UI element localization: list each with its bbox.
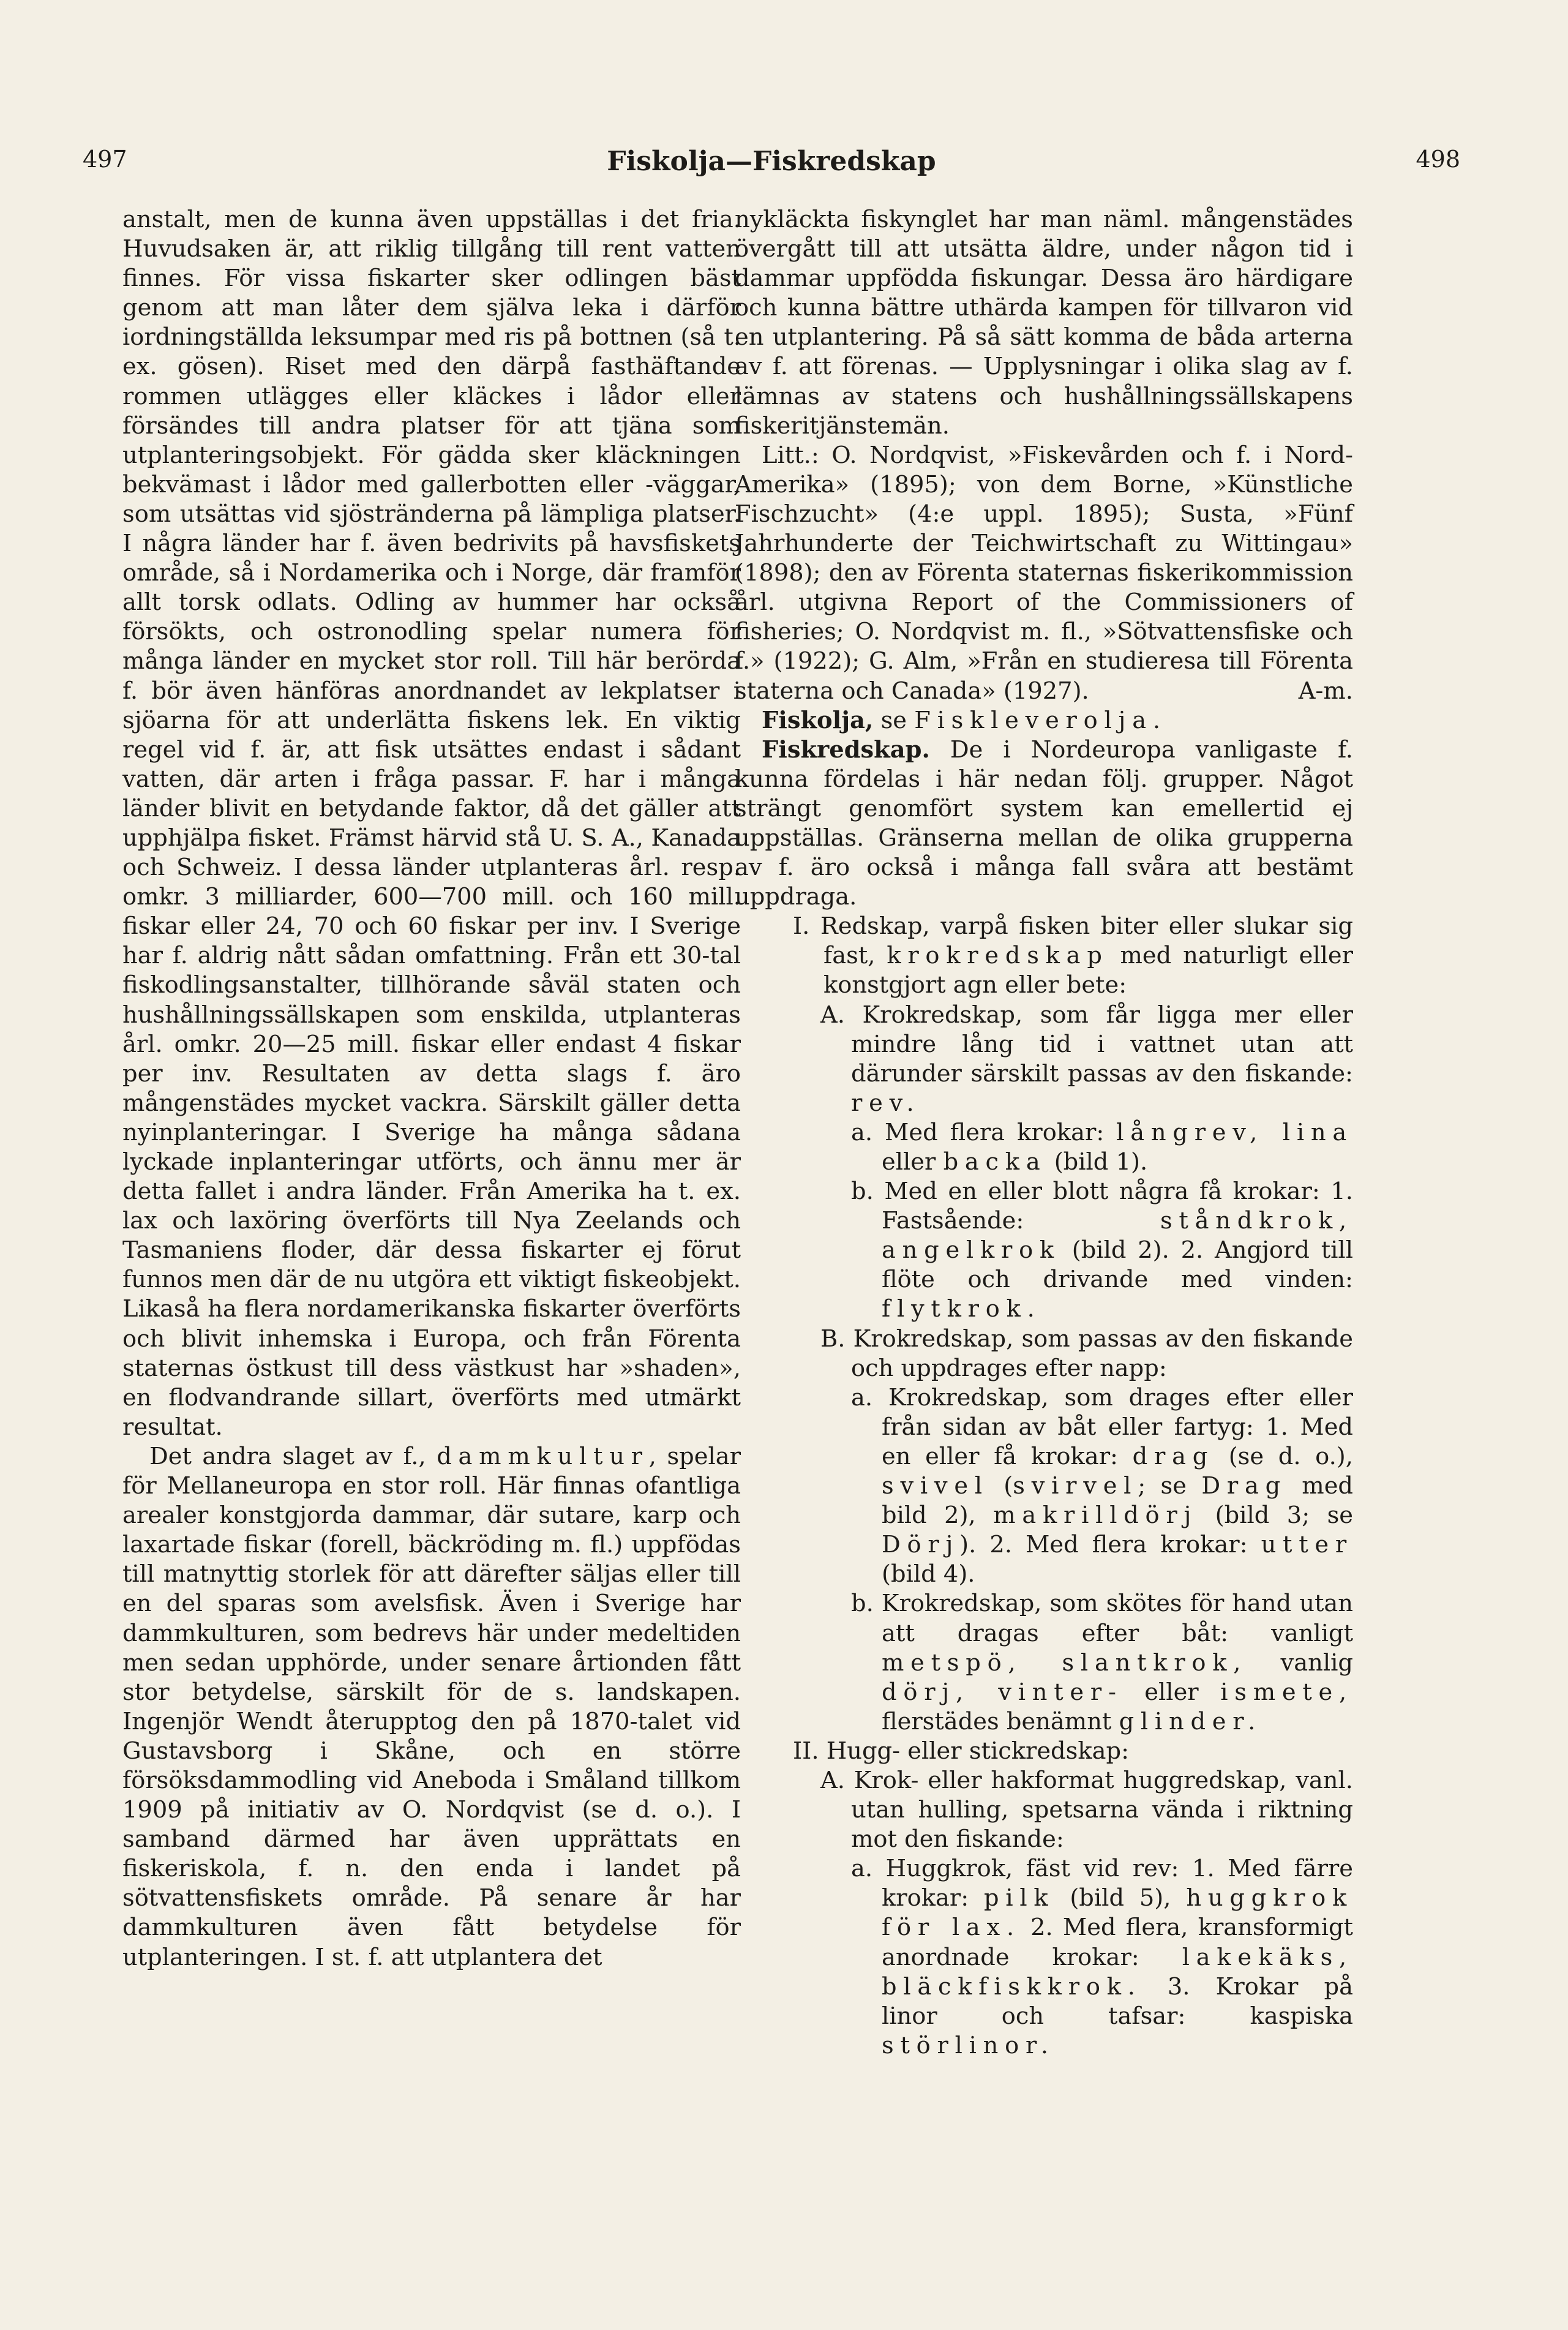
text-span: , spelar för Mellaneuropa en stor roll. Här finnas ofantliga arealer konstgjorda dammar, där sutare, karp och laxartade fiskar (forell, bäckröding m. fl.) uppfödas till matnyttig storlek för att därefter säljas eller till en del sparas som avelsfisk. Även i Sverige har dammkulturen, som bedrevs här under medeltiden men sedan upphörde, under senare årtionden fått stor betydelse, särskilt för de s. landskapen. Ingenjör Wendt återupptog den på 1870-talet vid Gustavsborg i Skåne, och en större försöksdammodling vid Aneboda i Småland tillkom 1909 på initiativ av O. Nordqvist (se d. o.). I samband därmed har även upprättats en fiskeriskola, f. n. den enda i landet på sötvattensfiskets område. På senare år har dammkulturen även fått betydelse för utplanteringen. I st. f. att utplantera det [122, 1442, 741, 1971]
paragraph-fiskodling-end: nykläckta fiskynglet har man näml. mångenstädes övergått till att utsätta äldre, under någon tid i dammar uppfödda fiskungar. Dessa äro härdigare och kunna bättre uthärda kampen för tillvaron vid en utplantering. På så sätt komma de båda arterna av f. att förenas. — Upplysningar i olika slag av f. lämnas av statens och hushållningssällskapens fiskeritjänstemän. [735, 206, 1353, 440]
text-span: A. Krokredskap, som får ligga mer eller mindre lång tid i vattnet utan att därunder särskilt passas av den fiskande: [820, 1001, 1353, 1088]
term-glinder: glinder. [1119, 1707, 1262, 1735]
entry-fiskolja [735, 706, 1353, 735]
text-span: Litt.: O. Nordqvist, »Fiskevården och f. i Nord-Amerika» (1895); von dem Borne, »Künstliche Fischzucht» (4:e uppl. 1895); Susta, »Fünf Jahrhunderte der Teichwirtschaft zu Wittingau» (1898); den av Förenta staternas fiskerikommission årl. utgivna Report of the Commissioners of fisheries; O. Nordqvist m. fl., »Sötvattensfiske och f.» (1922); G. Alm, »Från en studieresa till Förenta staterna och Canada» (1927). [735, 441, 1353, 705]
text-span: eller [882, 1148, 936, 1176]
term-utter: utter [1261, 1531, 1353, 1559]
page-header [83, 146, 1460, 182]
term-metspo: metspö, slantkrok, [882, 1648, 1248, 1677]
running-title: Fiskolja—Fiskredskap [607, 146, 936, 177]
term-langrev: långrev, lina [1116, 1118, 1353, 1146]
list-item-I-A [735, 1001, 1353, 1118]
list-item-I-A-b [735, 1177, 1353, 1324]
text-span: 3. Krokar på linor och tafsar: kaspiska [882, 1972, 1353, 2030]
text-span: eller [1144, 1678, 1199, 1706]
term-flytkrok: flytkrok. [882, 1295, 1041, 1323]
list-item-I-A-a [735, 1118, 1353, 1177]
text-span: vanlig [1280, 1648, 1353, 1677]
entry-fiskredskap [735, 735, 1353, 912]
term-standkrok: ståndkrok, angelkrok [882, 1207, 1353, 1265]
text-span: (bild 4). [882, 1560, 975, 1588]
term-svirvel: svirvel [1013, 1472, 1138, 1500]
text-span: a. Huggkrok, fäst vid rev: 1. Med färre krokar: [851, 1855, 1353, 1912]
term-storlinor: störlinor. [882, 2031, 1055, 2059]
term-krokredskap: krokredskap [887, 942, 1109, 970]
text-span: med naturligt eller konstgjort agn eller bete: [823, 942, 1353, 999]
term-huggkrok: huggkrok för lax. [882, 1884, 1353, 1942]
text-span: 2. Med flera, kransformigt anordnade krokar: [882, 1914, 1353, 1971]
term-makrilldorj: makrilldörj [993, 1501, 1198, 1530]
term-ismete: ismete, [1220, 1678, 1353, 1706]
text-span: a. Med flera krokar: [851, 1118, 1105, 1146]
text-span: De i Nordeuropa vanligaste f. kunna fördelas i här nedan följ. grupper. Något strängt genomfört system kan emellertid ej uppställas. Gränserna mellan de olika grupperna av f. äro också i många fall svåra att bestämt uppdraga. [735, 735, 1353, 911]
text-span: Det andra slaget av f., [149, 1442, 426, 1470]
page-number-right: 498 [1416, 146, 1460, 173]
list-item-II-A-a [735, 1854, 1353, 2061]
paragraph-dammkultur [122, 1442, 741, 1972]
literature-references [735, 441, 1353, 706]
list-item-I [735, 912, 1353, 1000]
text-span: (bild 1). [1054, 1148, 1148, 1176]
right-column [735, 205, 1353, 2061]
list-item-II: II. Hugg- eller stickredskap: [793, 1737, 1129, 1765]
page-number-left: 497 [83, 146, 127, 173]
term-dammkultur: dammkultur [437, 1442, 649, 1470]
text-span: se [880, 706, 907, 734]
text-span: (bild 5), [1070, 1884, 1171, 1912]
list-item-I-B: B. Krokredskap, som passas av den fiskande och uppdrages efter napp: [820, 1325, 1353, 1382]
cross-reference-drag[interactable]: Drag [1201, 1472, 1287, 1500]
text-span: b. Krokredskap, som skötes för hand utan att dragas efter båt: vanligt [851, 1590, 1353, 1647]
term-pilk: pilk [984, 1884, 1055, 1912]
text-span: (se d. o.), [1228, 1442, 1353, 1470]
term-backa: backa [943, 1148, 1047, 1176]
term-rev: rev. [851, 1089, 921, 1117]
cross-reference-dorj[interactable]: Dörj [882, 1531, 960, 1559]
list-item-II-A: A. Krok- eller hakformat huggredskap, vanl. utan hulling, spetsarna vända i riktning mot den fiskande: [820, 1766, 1353, 1854]
paragraph-fiskodling-continued: anstalt, men de kunna även uppställas i det fria. Huvudsaken är, att riklig tillgång till rent vatten finnes. För vissa fiskarter sker odlingen bäst genom att man låter dem själva leka i därför iordningställda leksumpar med ris på bottnen (så t. ex. gösen). Riset med den därpå fasthäftande rommen utlägges eller kläckes i lådor eller försändes till andra platser för att tjäna som utplanteringsobjekt. För gädda sker kläckningen bekvämast i lådor med gallerbotten eller -väggar, som utsättas vid sjöstränderna på lämpliga platser. I några länder har f. även bedrivits på havsfiskets område, så i Nordamerika och i Norge, där framför allt torsk odlats. Odling av hummer har också försökts, och ostronodling spelar numera för många länder en mycket stor roll. Till här berörda f. bör även hänföras anordnandet av lekplatser i sjöarna för att underlätta fiskens lek. En viktig regel vid f. är, att fisk utsättes endast i sådant vatten, där arten i fråga passar. F. har i många länder blivit en betydande faktor, då det gäller att upphjälpa fisket. Främst härvid stå U. S. A., Kanada och Schweiz. I dessa länder utplanteras årl. resp. omkr. 3 milliarder, 600—700 mill. och 160 mill. fiskar eller 24, 70 och 60 fiskar per inv. I Sverige har f. aldrig nått sådan omfattning. Från ett 30-tal fiskodlingsanstalter, tillhörande såväl staten och hushållningssällskapen som enskilda, utplanteras årl. omkr. 20—25 mill. fiskar eller endast 4 fiskar per inv. Resultaten av detta slags f. äro mångenstädes mycket vackra. Särskilt gäller detta nyinplanteringar. I Sverige ha många sådana lyckade inplanteringar utförts, och ännu mer är detta fallet i andra länder. Från Amerika ha t. ex. lax och laxöring överförts till Nya Zeelands och Tasmaniens floder, där dessa fiskarter ej förut funnos men där de nu utgöra ett viktigt fiskeobjekt. Likaså ha flera nordamerikanska fiskarter överförts och blivit inhemska i Europa, och från Förenta staternas östkust till dess västkust har »shaden», en flodvandrande sillart, överförts med utmärkt resultat. [122, 206, 741, 1441]
term-drag: drag [1132, 1442, 1215, 1470]
headword-fiskredskap: Fiskredskap. [762, 735, 930, 764]
term-svivel: svivel [882, 1472, 989, 1500]
text-span: (bild 3; se [1215, 1501, 1353, 1530]
author-signature: A-m. [1298, 677, 1353, 705]
text-span: a. Krokredskap, som drages efter eller från sidan av båt eller fartyg: 1. Med en eller få krokar: [851, 1383, 1353, 1470]
text-span: (bild 2). 2. Angjord till flöte och drivande med vinden: [882, 1236, 1353, 1294]
text-span: flerstädes benämnt [882, 1707, 1112, 1735]
headword-fiskolja: Fiskolja, [762, 706, 874, 734]
term-lakekaks: lakekäks, bläckfiskkrok. [882, 1943, 1353, 2001]
text-span: b. Med en eller blott några få krokar: 1. Fastsående: [851, 1178, 1353, 1235]
cross-reference-link[interactable]: Fiskleverolja. [914, 706, 1167, 734]
text-span: ; se [1138, 1472, 1187, 1500]
text-span: ). 2. Med flera krokar: [959, 1531, 1248, 1559]
list-item-I-B-a [735, 1383, 1353, 1590]
term-dorj: dörj, vinter- [882, 1678, 1123, 1706]
list-item-I-B-b [735, 1589, 1353, 1736]
text-span: ( [1003, 1472, 1013, 1500]
text-span: med bild 2), [882, 1472, 1353, 1530]
left-column [122, 205, 741, 1972]
text-span: I. Redskap, varpå fisken biter eller slukar sig fast, [793, 912, 1353, 970]
